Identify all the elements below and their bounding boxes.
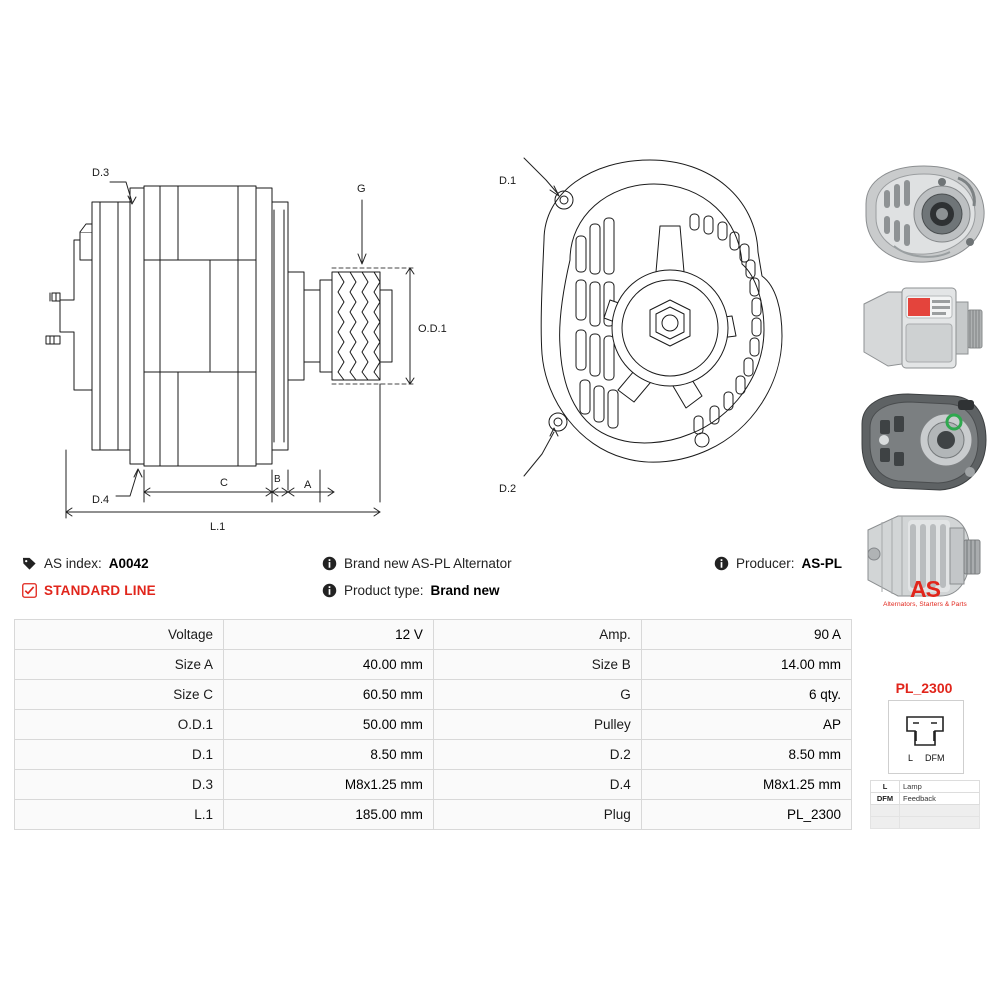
spec-value: 8.50 mm [641, 740, 851, 770]
plug-legend-row [871, 793, 980, 805]
product-description: Brand new AS-PL Alternator [344, 556, 512, 571]
plug-legend-key: L [871, 781, 900, 793]
info-icon [322, 583, 337, 598]
producer-label: Producer: [736, 556, 795, 571]
label-c: C [220, 477, 228, 489]
spec-key: D.3 [15, 770, 224, 800]
spec-value: PL_2300 [641, 800, 851, 830]
plug-pin-right: DFM [925, 753, 945, 763]
plug-legend-key: DFM [871, 793, 900, 805]
plug-legend-row-empty [871, 817, 980, 829]
alternator-front-photo[interactable] [858, 160, 990, 268]
spec-value: 8.50 mm [224, 740, 434, 770]
product-type-line [322, 577, 612, 604]
label-d2: D.2 [499, 483, 517, 495]
spec-key: O.D.1 [15, 710, 224, 740]
product-type-value: Brand new [430, 583, 500, 598]
spec-key: D.4 [433, 770, 641, 800]
spec-value: 6 qty. [641, 680, 851, 710]
technical-drawing [14, 140, 844, 545]
spec-value: 50.00 mm [224, 710, 434, 740]
label-od1: O.D.1 [418, 323, 447, 335]
spec-value: 185.00 mm [224, 800, 434, 830]
info-column-index [22, 550, 322, 604]
specifications-table [14, 619, 852, 830]
product-photos [858, 160, 990, 616]
table-row [15, 620, 852, 650]
plug-legend-value: Feedback [900, 793, 980, 805]
producer-value: AS-PL [801, 556, 843, 571]
as-index-line [22, 550, 322, 577]
spec-value: 90 A [641, 620, 851, 650]
spec-key: Voltage [15, 620, 224, 650]
spec-key: Plug [433, 800, 641, 830]
as-logo-text: AS [910, 576, 940, 602]
plug-code: PL_2300 [895, 680, 953, 696]
label-d1: D.1 [499, 175, 517, 187]
label-d3: D.3 [92, 167, 110, 179]
spec-key: D.1 [15, 740, 224, 770]
spec-value: 40.00 mm [224, 650, 434, 680]
standard-line-row [22, 577, 322, 604]
standard-line-label: STANDARD LINE [44, 583, 156, 598]
plug-legend-row [871, 781, 980, 793]
plug-legend-key-empty [871, 817, 900, 829]
table-row [15, 800, 852, 830]
plug-pin-left: L [908, 753, 914, 763]
label-b: B [274, 474, 281, 485]
tag-icon [22, 556, 37, 571]
spec-key: Size B [433, 650, 641, 680]
spec-key: D.2 [433, 740, 641, 770]
table-row [15, 680, 852, 710]
as-index-label: AS index: [44, 556, 102, 571]
table-row [15, 740, 852, 770]
plug-legend-row-empty [871, 805, 980, 817]
spec-value: 12 V [224, 620, 434, 650]
technical-drawing-svg [14, 140, 844, 545]
as-logo-subtitle: Alternators, Starters & Parts [883, 601, 967, 608]
spec-key: G [433, 680, 641, 710]
as-index-value: A0042 [108, 556, 149, 571]
plug-legend-value-empty [900, 805, 980, 817]
plug-diagram [888, 700, 964, 774]
spec-value: M8x1.25 mm [224, 770, 434, 800]
plug-legend-table [870, 780, 980, 829]
table-row [15, 770, 852, 800]
product-type-label: Product type: [344, 583, 424, 598]
table-row [15, 650, 852, 680]
spec-key: Amp. [433, 620, 641, 650]
label-a: A [304, 479, 312, 491]
info-icon [714, 556, 729, 571]
product-info-row [14, 550, 852, 612]
table-row [15, 710, 852, 740]
info-column-description [322, 550, 612, 604]
spec-key: Size C [15, 680, 224, 710]
label-l1: L.1 [210, 521, 226, 533]
spec-value: AP [641, 710, 851, 740]
alternator-rear-photo[interactable] [858, 388, 990, 496]
spec-value: 60.50 mm [224, 680, 434, 710]
spec-key: Pulley [433, 710, 641, 740]
plug-legend-value-empty [900, 817, 980, 829]
plug-legend-value: Lamp [900, 781, 980, 793]
description-line [322, 550, 612, 577]
info-icon [322, 556, 337, 571]
alternator-side-photo[interactable] [858, 274, 990, 382]
as-pl-logo [862, 578, 988, 614]
spec-value: 14.00 mm [641, 650, 851, 680]
spec-key: Size A [15, 650, 224, 680]
label-g: G [357, 183, 366, 195]
spec-key: L.1 [15, 800, 224, 830]
label-d4: D.4 [92, 494, 110, 506]
spec-value: M8x1.25 mm [641, 770, 851, 800]
check-box-icon [22, 583, 37, 598]
plug-legend-key-empty [871, 805, 900, 817]
